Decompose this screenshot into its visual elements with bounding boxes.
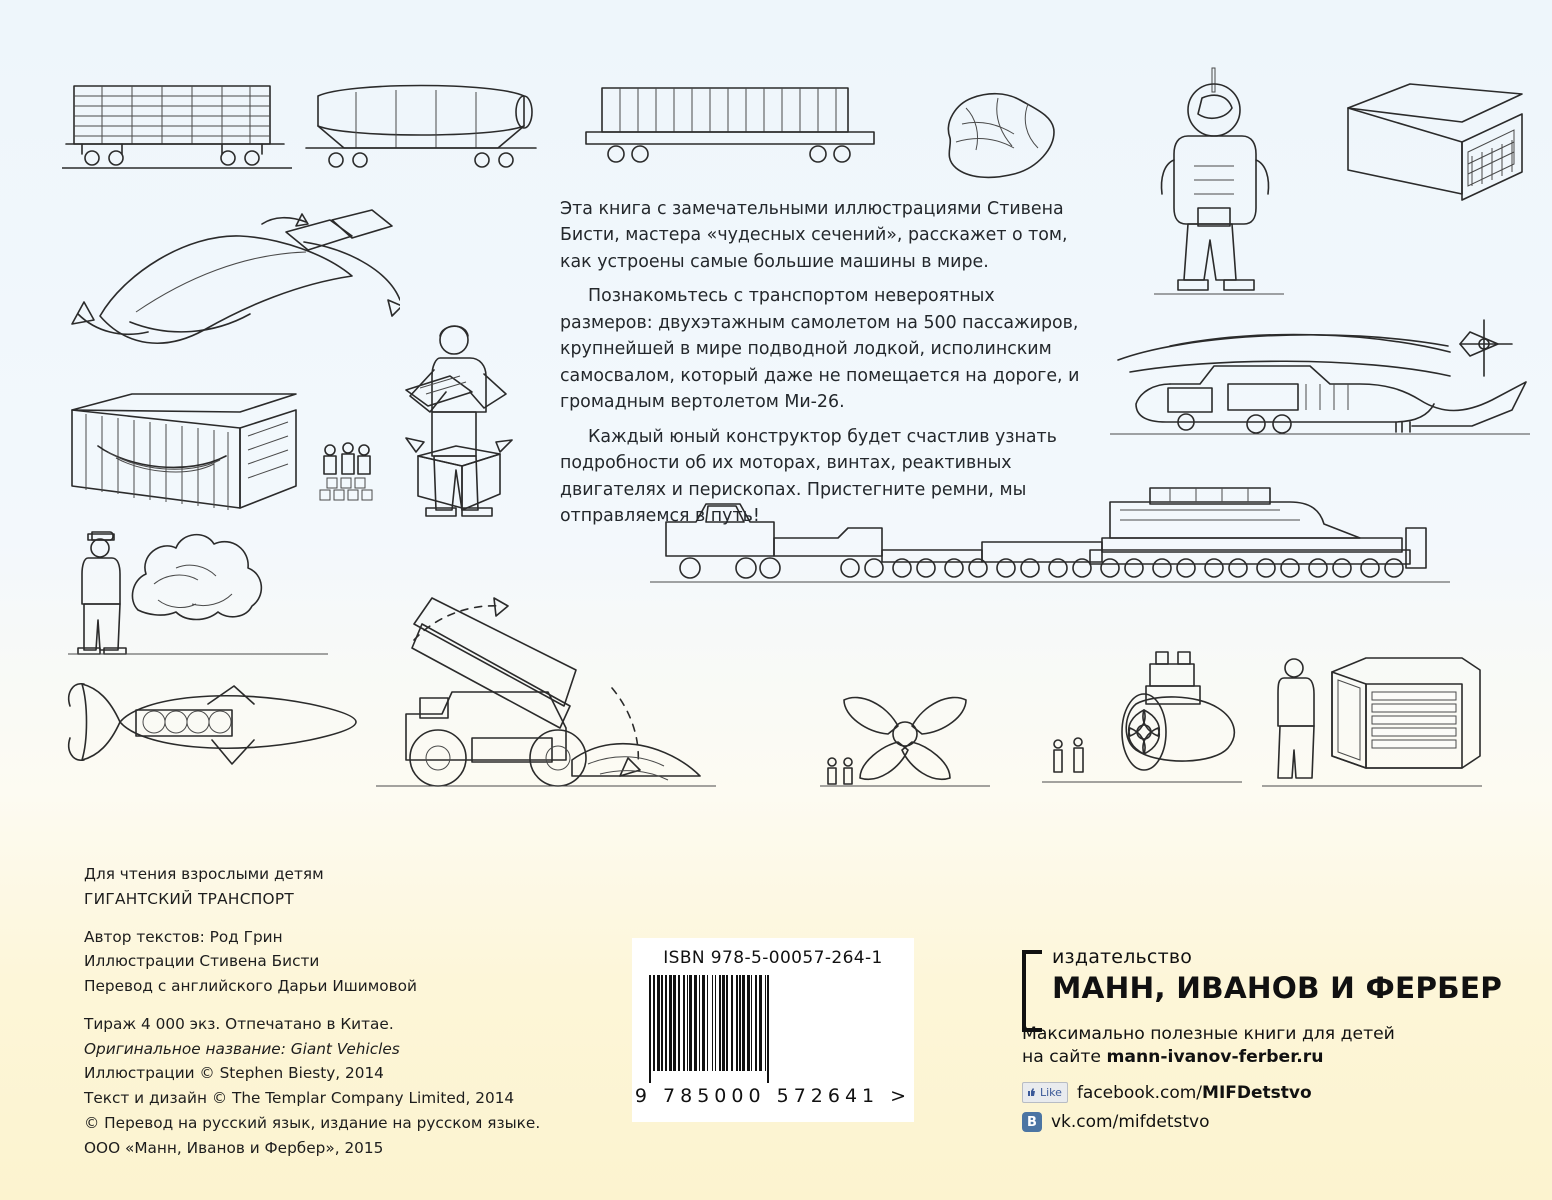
illustration-jet-engine: [1042, 642, 1242, 796]
colophon-illustrator: Иллюстрации Стивена Бисти: [84, 952, 320, 971]
social-links: [1022, 1082, 1442, 1132]
barcode-block: [632, 938, 914, 1122]
illustration-propeller: [820, 676, 990, 796]
publisher-kind: издательство: [1052, 946, 1193, 968]
back-cover-blurb: [560, 196, 1080, 537]
scale-figures: [828, 758, 852, 784]
facebook-handle: MIFDetstvo: [1202, 1082, 1312, 1103]
illustration-submarine: [62, 654, 362, 794]
colophon-translator: Перевод с английского Дарьи Ишимовой: [84, 977, 417, 996]
illustration-cardboard-box: [404, 432, 514, 512]
facebook-link[interactable]: facebook.com/MIFDetstvo: [1076, 1082, 1312, 1103]
isbn-label: ISBN 978-5-00057-264-1: [663, 948, 883, 968]
colophon-print-run: Тираж 4 000 экз. Отпечатано в Китае.: [84, 1014, 394, 1033]
illustration-man-with-smoke-cloud: [68, 518, 328, 658]
illustration-engine-block-with-worker: [1262, 646, 1482, 796]
illustration-small-crates: [312, 420, 412, 510]
barcode-digits: 9 785000 572641 >: [634, 1085, 912, 1107]
publisher-website[interactable]: mann-ivanov-ferber.ru: [1106, 1047, 1324, 1068]
facebook-row[interactable]: [1022, 1082, 1442, 1103]
publisher-block: [1022, 946, 1503, 1133]
scale-figures: [1054, 738, 1083, 772]
blurb-paragraph-3: Каждый юный конструктор будет счастлив узнать подробности об их моторах, винтах, реактивных двигателях и перископах. Пристегните ремни, мы отправляемся в путь!: [560, 426, 1057, 526]
illustration-boxcar: [62, 78, 292, 176]
colophon-author: Автор текстов: Род Грин: [84, 927, 283, 946]
illustration-astronaut: [1154, 62, 1284, 302]
facebook-like-button[interactable]: [1022, 1082, 1068, 1103]
publisher-tagline: [1022, 1023, 1442, 1069]
barcode-bars: [649, 975, 897, 1083]
illustration-dump-truck: [376, 578, 716, 798]
tagline-line-2-prefix: на сайте: [1022, 1047, 1107, 1068]
publisher-name: МАНН, ИВАНОВ И ФЕРБЕР: [1052, 971, 1503, 1005]
colophon-title: ГИГАНТСКИЙ ТРАНСПОРТ: [84, 889, 295, 908]
facebook-like-label: Like: [1040, 1085, 1062, 1099]
blurb-paragraph-1: Эта книга с замечательными иллюстрациями Стивена Бисти, мастера «чудесных сечений», расскажет о том, как устроены самые большие машины в мире.: [560, 199, 1068, 272]
illustration-ore-rock: [932, 84, 1072, 180]
vk-row[interactable]: [1022, 1112, 1442, 1132]
illustration-aircraft-wing: [70, 196, 400, 356]
colophon-translation-copyright: © Перевод на русский язык, издание на русском языке.: [84, 1113, 541, 1132]
thumbs-up-icon: [1027, 1087, 1037, 1097]
colophon-illustration-copyright: Иллюстрации © Stephen Biesty, 2014: [84, 1064, 384, 1083]
illustration-cargo-container-open: [1336, 78, 1536, 204]
vk-link[interactable]: vk.com/mifdetstvo: [1051, 1112, 1210, 1133]
colophon: [84, 862, 604, 1173]
illustration-flatcar: [580, 78, 880, 174]
tagline-line-1: Максимально полезные книги для детей: [1022, 1024, 1395, 1044]
colophon-publisher-entity: ООО «Манн, Иванов и Фербер», 2015: [84, 1138, 384, 1157]
blurb-paragraph-2: Познакомьтесь с транспортом невероятных размеров: двухэтажным самолетом на 500 пассажиров, крупнейшей в мире подводной лодкой, исполинским самосвалом, который даже не помещается на дороге, и громадным вертолетом Ми-26.: [560, 286, 1080, 413]
colophon-original-title: Оригинальное название: Giant Vehicles: [84, 1039, 400, 1058]
colophon-audience: Для чтения взрослыми детям: [84, 865, 324, 883]
illustration-hopper-car: [296, 72, 546, 176]
illustration-helicopter: [1110, 310, 1530, 446]
vk-icon: В: [1022, 1112, 1042, 1132]
colophon-text-copyright: Текст и дизайн © The Templar Company Limited, 2014: [84, 1089, 515, 1108]
bracket-icon: [1022, 950, 1042, 1032]
